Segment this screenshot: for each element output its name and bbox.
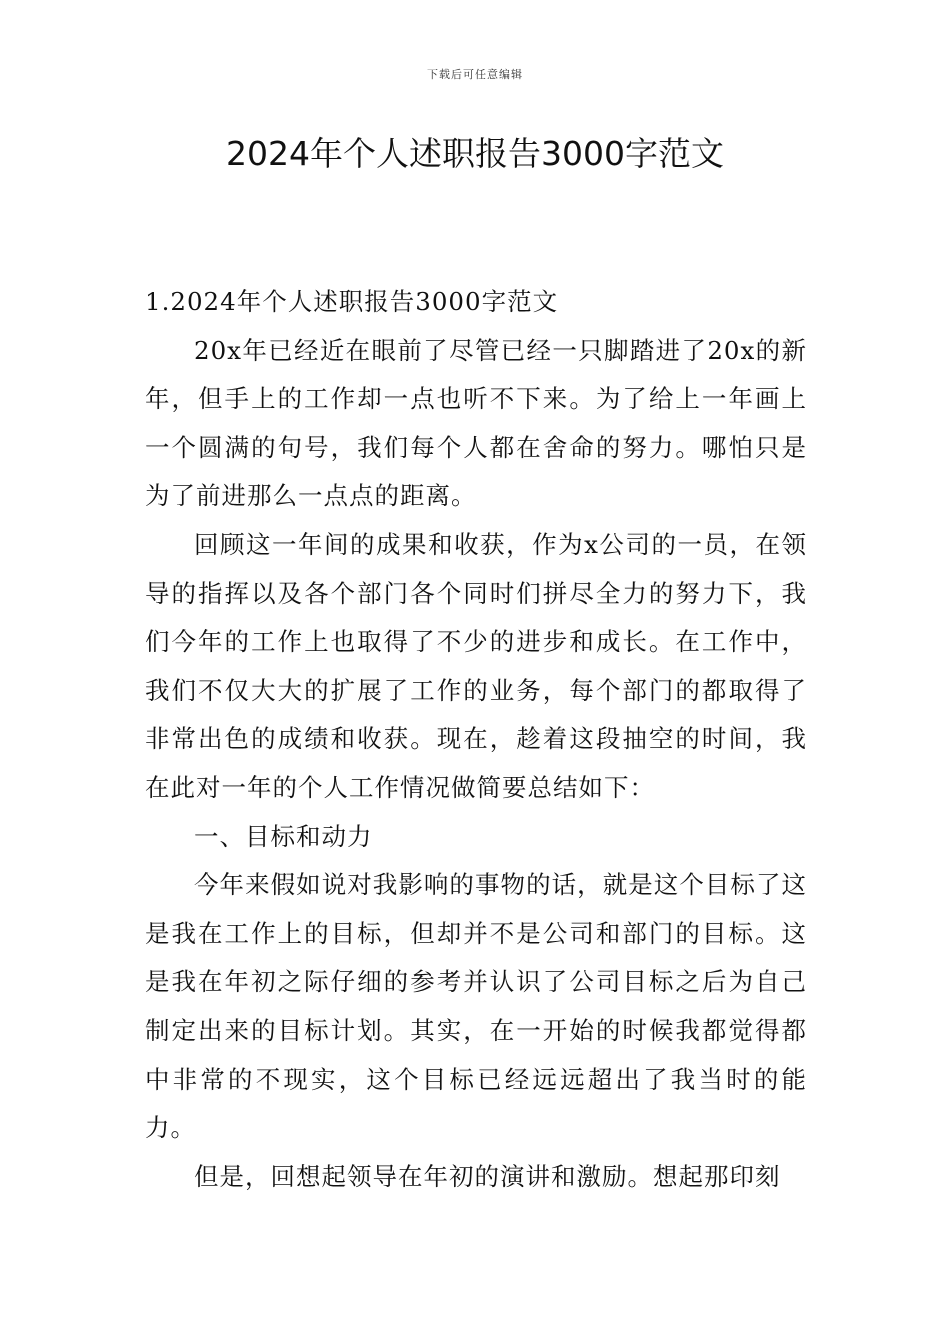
section-heading: 1.2024年个人述职报告3000字范文 <box>145 287 559 316</box>
body-paragraph: 今年来假如说对我影响的事物的话，就是这个目标了这是我在工作上的目标，但却并不是公司和部门的目标。这是我在年初之际仔细的参考并认识了公司目标之后为自己制定出来的目标计划。其实，在一开始的时候我都觉得都中非常的不现实，这个目标已经远远超出了我当时的能力。 <box>145 870 807 1143</box>
body-paragraph: 20x年已经近在眼前了尽管已经一只脚踏进了20x的新年，但手上的工作却一点也听不下来。为了给上一年画上一个圆满的句号，我们每个人都在舍命的努力。哪怕只是为了前进那么一点点的距离。 <box>145 335 807 511</box>
document-body <box>145 278 807 1201</box>
document-title: 2024年个人述职报告3000字范文 <box>226 134 724 173</box>
subsection-heading: 一、目标和动力 <box>194 821 373 851</box>
body-paragraph: 回顾这一年间的成果和收获，作为x公司的一员，在领导的指挥以及各个部门各个同时们拼尽全力的努力下，我们今年的工作上也取得了不少的进步和成长。在工作中，我们不仅大大的扩展了工作的业务，每个部门的都取得了非常出色的成绩和收获。现在，趁着这段抽空的时间，我在此对一年的个人工作情况做简要总结如下： <box>145 529 807 802</box>
body-paragraph: 但是，回想起领导在年初的演讲和激励。想起那印刻 <box>194 1161 781 1191</box>
header-note: 下载后可任意编辑 <box>427 68 523 81</box>
